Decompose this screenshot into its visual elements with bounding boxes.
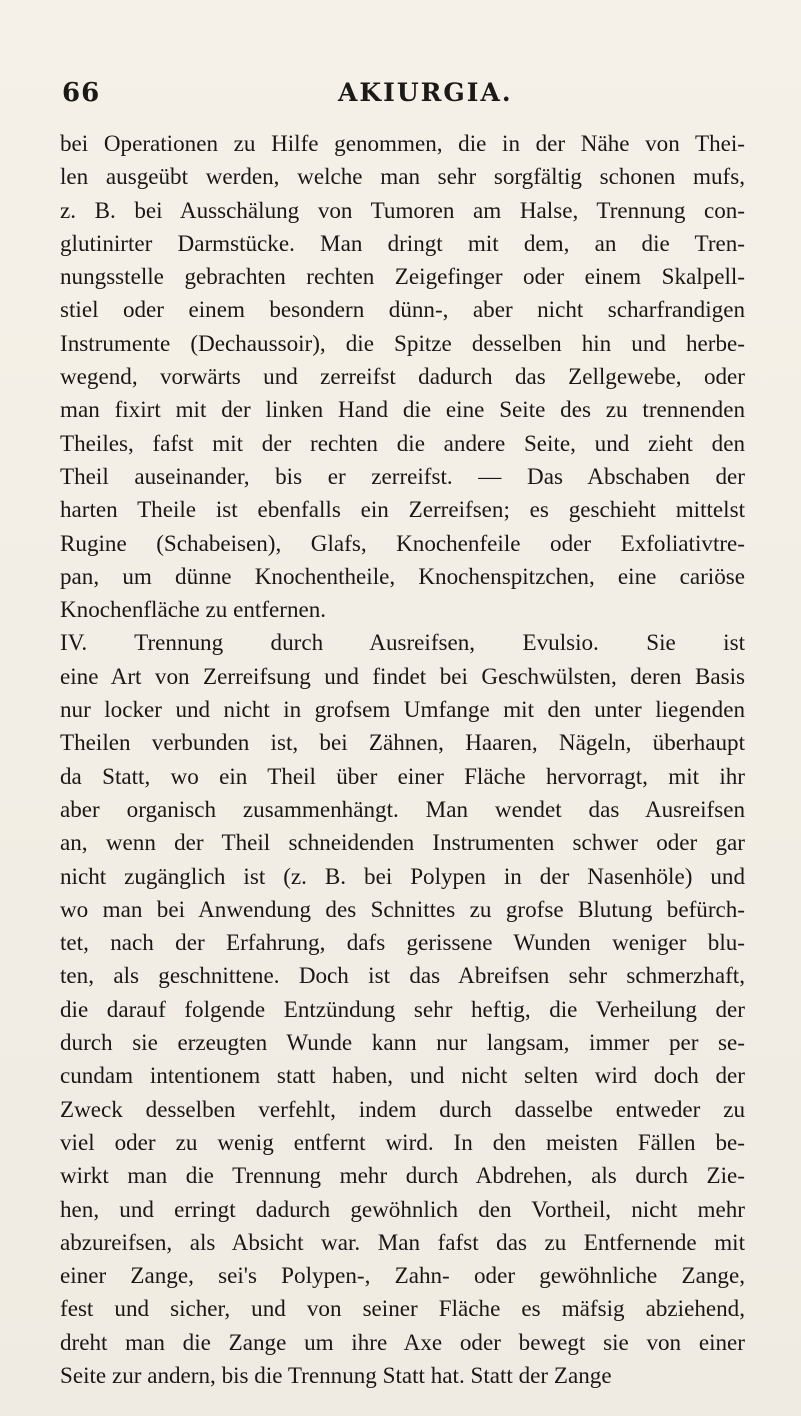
text-line: abzureifsen, als Absicht war. Man fafst das zu Entfernende mit: [60, 1228, 745, 1255]
text-line: ten, als geschnittene. Doch ist das Abreifsen sehr schmerzhaft,: [60, 962, 745, 989]
text-line: einer Zange, sei's Polypen-, Zahn- oder gewöhnliche Zange,: [60, 1262, 745, 1289]
text-line: hen, und erringt dadurch gewöhnlich den Vortheil, nicht mehr: [60, 1195, 745, 1222]
running-head: AKIURGIA.: [338, 78, 513, 107]
text-line: Instrumente (Dechaussoir), die Spitze desselben hin und herbe-: [60, 329, 745, 356]
text-line: man fixirt mit der linken Hand die eine Seite des zu trennenden: [60, 396, 745, 423]
text-line: wirkt man die Trennung mehr durch Abdrehen, als durch Zie-: [60, 1162, 745, 1189]
text-line: eine Art von Zerreifsung und findet bei Geschwülsten, deren Basis: [60, 662, 745, 689]
text-line: z. B. bei Ausschälung von Tumoren am Halse, Trennung con-: [60, 196, 745, 223]
text-line: fest und sicher, und von seiner Fläche es mäfsig abziehend,: [60, 1295, 745, 1322]
text-line: durch sie erzeugten Wunde kann nur langsam, immer per se-: [60, 1029, 745, 1056]
text-line: bei Operationen zu Hilfe genommen, die in der Nähe von Thei-: [60, 130, 745, 156]
text-line: glutinirter Darmstücke. Man dringt mit dem, an die Tren-: [60, 229, 745, 256]
text-line: die darauf folgende Entzündung sehr heftig, die Verheilung der: [60, 995, 745, 1022]
text-line: wo man bei Anwendung des Schnittes zu grofse Blutung befürch-: [60, 895, 745, 922]
text-line: aber organisch zusammenhängt. Man wendet das Ausreifsen: [60, 795, 745, 822]
text-line: harten Theile ist ebenfalls ein Zerreifsen; es geschieht mittelst: [60, 496, 745, 523]
text-line: pan, um dünne Knochentheile, Knochenspitzchen, eine cariöse: [60, 562, 745, 589]
text-line: Theilen verbunden ist, bei Zähnen, Haaren, Nägeln, überhaupt: [60, 729, 745, 756]
page-number: 66: [62, 78, 101, 108]
text-line: viel oder zu wenig entfernt wird. In den meisten Fällen be-: [60, 1128, 745, 1155]
section-heading-line: IV. Trennung durch Ausreifsen, Evulsio. Sie ist: [60, 629, 745, 656]
text-line: Zweck desselben verfehlt, indem durch dasselbe entweder zu: [60, 1095, 745, 1122]
page-header: [62, 78, 742, 114]
body-text: [60, 127, 745, 1392]
text-line: da Statt, wo ein Theil über einer Fläche hervorragt, mit ihr: [60, 762, 745, 789]
text-line: stiel oder einem besondern dünn-, aber nicht scharfrandigen: [60, 296, 745, 323]
text-line: Theil auseinander, bis er zerreifst. — Das Abschaben der: [60, 462, 745, 489]
text-line: wegend, vorwärts und zerreifst dadurch das Zellgewebe, oder: [60, 363, 745, 390]
text-line: Seite zur andern, bis die Trennung Statt hat. Statt der Zange: [60, 1361, 612, 1388]
text-line: nungsstelle gebrachten rechten Zeigefinger oder einem Skalpell-: [60, 263, 745, 290]
text-line: nicht zugänglich ist (z. B. bei Polypen in der Nasenhöle) und: [60, 862, 745, 889]
text-line: Theiles, fafst mit der rechten die andere Seite, und zieht den: [60, 429, 745, 456]
text-line: tet, nach der Erfahrung, dafs gerissene Wunden weniger blu-: [60, 929, 745, 956]
text-line: Knochenfläche zu entfernen.: [60, 596, 327, 623]
text-line: dreht man die Zange um ihre Axe oder bewegt sie von einer: [60, 1328, 745, 1355]
text-line: nur locker und nicht in grofsem Umfange mit den unter liegenden: [60, 696, 745, 723]
text-line: an, wenn der Theil schneidenden Instrumenten schwer oder gar: [60, 829, 745, 856]
text-line: Rugine (Schabeisen), Glafs, Knochenfeile oder Exfoliativtre-: [60, 529, 745, 556]
text-line: len ausgeübt werden, welche man sehr sorgfältig schonen mufs,: [60, 163, 745, 190]
text-line: cundam intentionem statt haben, und nicht selten wird doch der: [60, 1062, 745, 1089]
